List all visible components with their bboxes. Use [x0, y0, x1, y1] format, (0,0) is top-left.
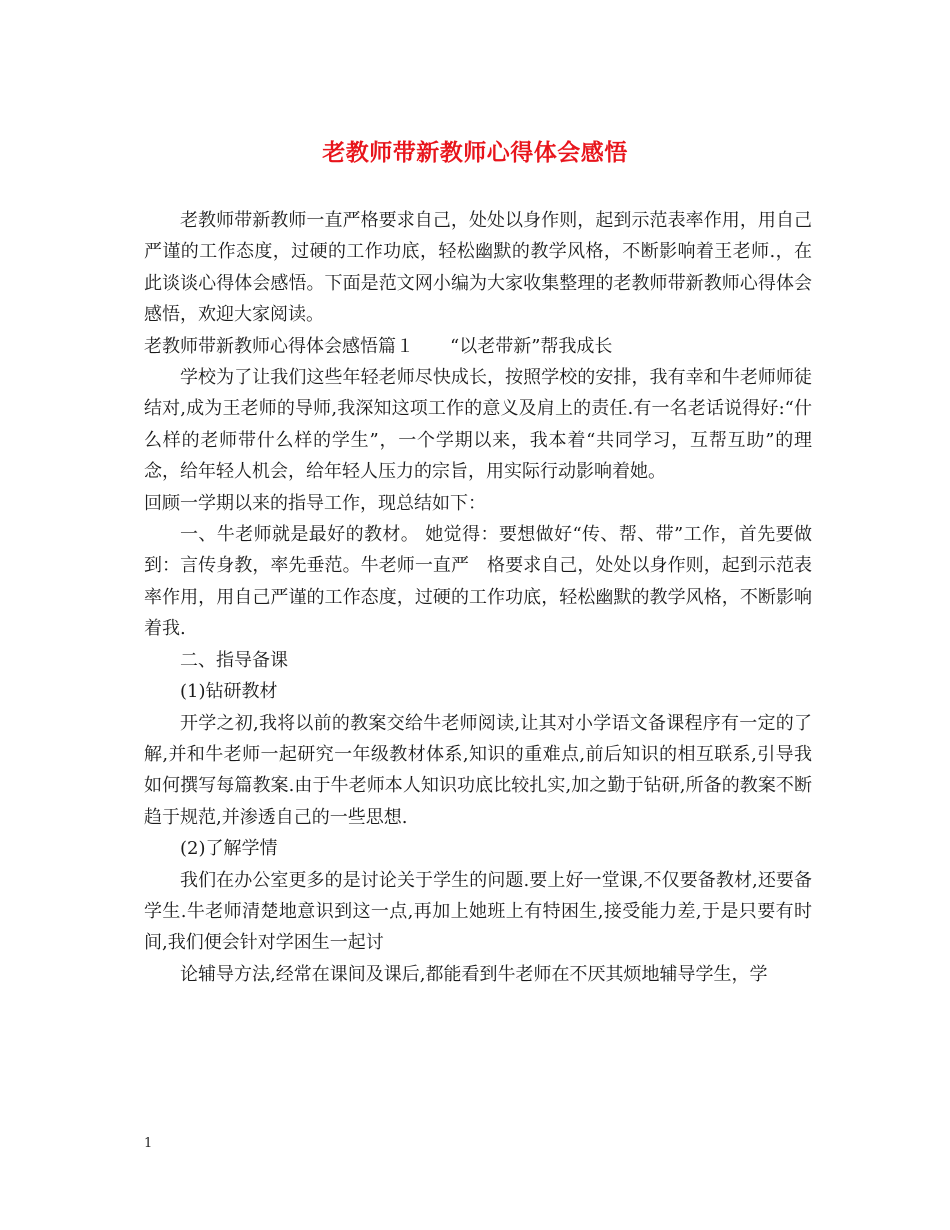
paragraph-intro: 老教师带新教师一直严格要求自己，处处以身作则，起到示范表率作用，用自己严谨的工作态度，过硬的工作功底，轻松幽默的教学风格，不断影响着王老师.，在此谈谈心得体会感悟。下面是范文网小编为大家收集整理的老教师带新教师心得体会感悟，欢迎大家阅读。	[144, 210, 812, 326]
paragraph-student-situation: 我们在办公室更多的是讨论关于学生的问题.要上好一堂课,不仅要备教材,还要备学生.牛老师清楚地意识到这一点,再加上她班上有特困生,接受能力差,于是只要有时间,我们便会针对学困生一起讨	[144, 869, 812, 954]
paragraph-section-heading: 老教师带新教师心得体会感悟篇１ “以老带新”帮我成长	[144, 335, 613, 357]
paragraph-subheading-study-materials: (1)钻研教材	[180, 681, 278, 703]
paragraph-school-background: 学校为了让我们这些年轻老师尽快成长，按照学校的安排，我有幸和牛老师师徒结对,成为王老师的导师,我深知这项工作的意义及肩上的责任.有一名老话说得好:“什么样的老师带什么样的学生”，一个学期以来，我本着“共同学习，互帮互助”的理念，给年轻人机会，给年轻人压力的宗旨，用实际行动影响着她。	[144, 367, 812, 483]
page-title: 老教师带新教师心得体会感悟	[322, 139, 628, 166]
paragraph-review: 回顾一学期以来的指导工作，现总结如下：	[144, 492, 486, 514]
paragraph-point-two-heading: 二、指导备课	[180, 649, 288, 671]
document-body	[144, 205, 812, 990]
paragraph-subheading-student-situation: (2)了解学情	[180, 838, 278, 860]
paragraph-tutoring: 论辅导方法,经常在课间及课后,都能看到牛老师在不厌其烦地辅导学生，学	[180, 963, 768, 985]
paragraph-point-one: 一、牛老师就是最好的教材。 她觉得：要想做好“传、帮、带”工作，首先要做到：言传身教，率先垂范。牛老师一直严 格要求自己，处处以身作则，起到示范表率作用，用自己严谨的工作态度，过硬的工作功底，轻松幽默的教学风格，不断影响着我.	[144, 524, 812, 640]
page-number: 1	[144, 1136, 153, 1151]
paragraph-study-materials: 开学之初,我将以前的教案交给牛老师阅读,让其对小学语文备课程序有一定的了解,并和牛老师一起研究一年级教材体系,知识的重难点,前后知识的相互联系,引导我如何撰写每篇教案.由于牛老师本人知识功底比较扎实,加之勤于钻研,所备的教案不断趋于规范,并渗透自己的一些思想.	[144, 712, 812, 828]
